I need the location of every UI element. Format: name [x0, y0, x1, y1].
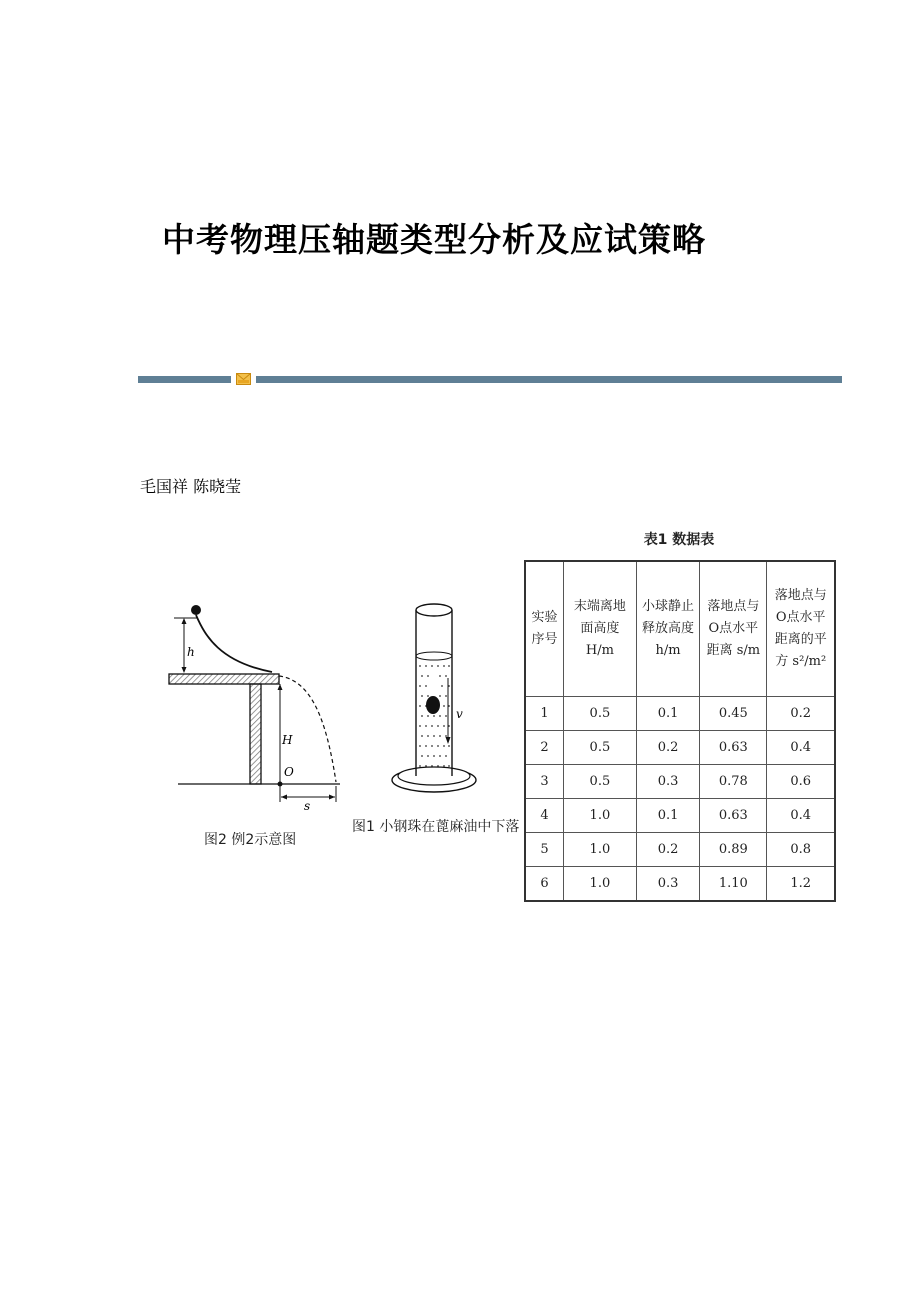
- table-row: [525, 731, 835, 765]
- table-top: [169, 674, 279, 684]
- table-header-line: 距离的平: [774, 632, 827, 647]
- table-header-cell: [525, 561, 563, 697]
- table-header-cell: [636, 561, 699, 697]
- table-cell: 1.2: [767, 867, 835, 902]
- table-row: [525, 867, 835, 902]
- table-caption: 表1 数据表: [643, 532, 715, 548]
- table-cell: 0.45: [700, 697, 767, 731]
- table-cell: 0.6: [767, 765, 835, 799]
- table-row: [525, 697, 835, 731]
- table-row: [525, 799, 835, 833]
- page-title: 中考物理压轴题类型分析及应试策略: [162, 220, 706, 259]
- table-cell: 0.63: [700, 799, 767, 833]
- table-cell: 0.5: [563, 697, 636, 731]
- ramp-curve: [196, 615, 272, 672]
- steel-ball: [426, 696, 440, 714]
- table-cell: 0.78: [700, 765, 767, 799]
- table-cell: 1.10: [700, 867, 767, 902]
- table-cell: 5: [525, 833, 563, 867]
- divider-bar-left: [138, 376, 231, 383]
- table-cell: 0.5: [563, 765, 636, 799]
- table-row: [525, 765, 835, 799]
- table-cell: 1.0: [563, 799, 636, 833]
- table-cell: 1.0: [563, 867, 636, 902]
- label-O: O: [284, 765, 294, 779]
- divider-bar-right: [256, 376, 842, 383]
- table-cell: 0.5: [563, 731, 636, 765]
- table-header-line: O点水平: [708, 621, 759, 636]
- author-line: 毛国祥 陈晓莹: [140, 477, 242, 496]
- table-cell: 4: [525, 799, 563, 833]
- label-H: H: [282, 733, 293, 747]
- figure-2-caption: 图2 例2示意图: [204, 832, 297, 848]
- table-row: [525, 833, 835, 867]
- table-cell: 0.4: [767, 799, 835, 833]
- envelope-icon: [236, 373, 251, 385]
- data-table: [524, 560, 836, 902]
- label-s: s: [304, 799, 311, 813]
- table-cell: 0.3: [636, 867, 699, 902]
- table-header-cell: [563, 561, 636, 697]
- label-h: h: [187, 645, 195, 659]
- table-header-line: 面高度: [580, 621, 620, 636]
- table-cell: 0.2: [636, 731, 699, 765]
- table-header-line: 方 s²/m²: [775, 654, 827, 669]
- table-cell: 0.3: [636, 765, 699, 799]
- table-cell: 0.89: [700, 833, 767, 867]
- table-cell: 0.63: [700, 731, 767, 765]
- table-header-line: 小球静止: [642, 599, 695, 614]
- table-header-cell: [700, 561, 767, 697]
- table-header-line: 末端离地: [573, 599, 626, 614]
- oil-dots: [419, 665, 450, 767]
- table-header-line: 落地点与: [707, 599, 760, 614]
- table-cell: 0.4: [767, 731, 835, 765]
- table-header-line: H/m: [585, 643, 614, 658]
- table-cell: 1: [525, 697, 563, 731]
- table-header-line: 距离 s/m: [706, 643, 761, 658]
- table-header-line: O点水平: [775, 610, 826, 625]
- label-v: v: [456, 707, 463, 721]
- table-cell: 3: [525, 765, 563, 799]
- table-cell: 0.1: [636, 799, 699, 833]
- table-cell: 1.0: [563, 833, 636, 867]
- table-header-line: 落地点与: [774, 588, 827, 603]
- table-leg: [250, 684, 261, 784]
- figure-1-caption: 图1 小钢珠在蓖麻油中下落: [352, 819, 520, 835]
- table-header-line: h/m: [655, 643, 681, 658]
- table-cell: 6: [525, 867, 563, 902]
- table-header-row: [525, 561, 835, 697]
- table-cell: 0.1: [636, 697, 699, 731]
- table-header-line: 序号: [531, 632, 558, 647]
- figure-2-diagram: [160, 596, 350, 856]
- table-cell: 0.2: [767, 697, 835, 731]
- table-cell: 0.2: [636, 833, 699, 867]
- figure-1-diagram: [350, 596, 520, 856]
- table-header-line: 实验: [531, 610, 558, 625]
- section-divider: [138, 372, 842, 386]
- table-header-line: 释放高度: [642, 621, 695, 636]
- ball: [191, 605, 201, 615]
- table-header-cell: [767, 561, 835, 697]
- table-cell: 2: [525, 731, 563, 765]
- table-cell: 0.8: [767, 833, 835, 867]
